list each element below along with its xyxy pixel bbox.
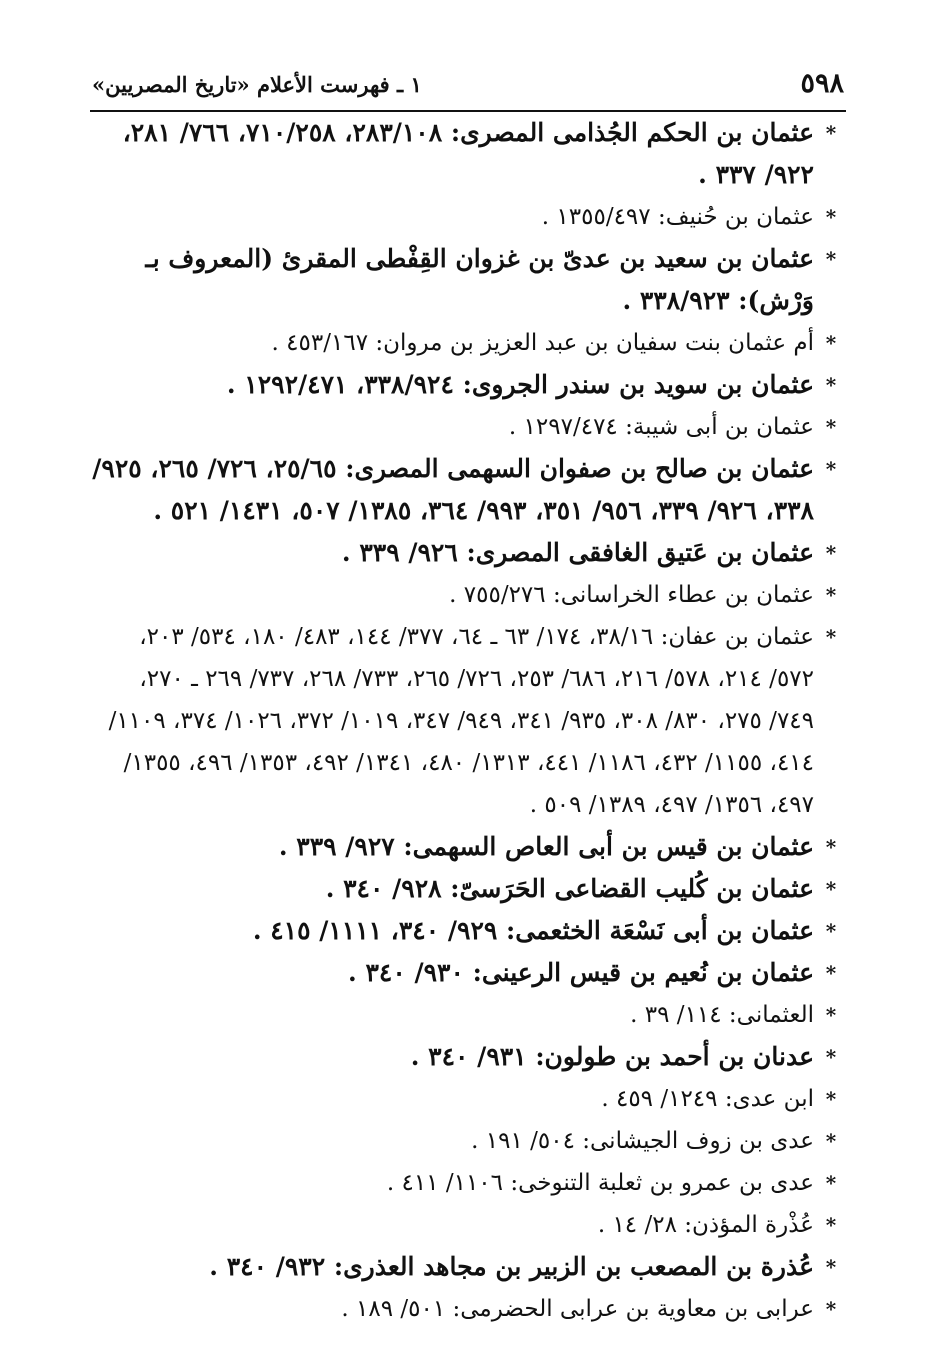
index-entry [92, 406, 844, 448]
bullet-asterisk: * [825, 1297, 837, 1321]
index-entry [92, 238, 844, 322]
bullet-asterisk: * [825, 457, 837, 481]
entry-text: عثمان بن عَتيق الغافقى المصرى: ٩٢٦/ ٣٣٩ . [341, 538, 814, 567]
index-entry [92, 574, 844, 616]
entry-text: عثمان بن نُعيم بن قيس الرعينى: ٩٣٠/ ٣٤٠ . [348, 958, 814, 987]
bullet-asterisk: * [825, 1213, 837, 1237]
index-entry [92, 1078, 844, 1120]
bullet-asterisk: * [825, 583, 837, 607]
entry-text: عثمان بن قيس بن أبى العاص السهمى: ٩٢٧/ ٣٣٩ . [278, 832, 814, 861]
entry-text: عدى بن عمرو بن ثعلبة التنوخى: ١١٠٦/ ٤١١ . [386, 1170, 814, 1196]
page-header [92, 66, 844, 106]
entry-text: عثمان بن أبى نَسْعَة الخثعمى: ٩٢٩/ ٣٤٠، ١١١١/ ٤١٥ . [252, 916, 814, 945]
index-entry [92, 1162, 844, 1204]
index-entry [92, 868, 844, 910]
entry-text: عدنان بن أحمد بن طولون: ٩٣١/ ٣٤٠ . [410, 1042, 814, 1071]
entry-text: عرابى بن معاوية بن عرابى الحضرمى: ٥٠١/ ١٨٩ . [341, 1296, 814, 1322]
entry-text: عدى بن زوف الجيشانى: ٥٠٤/ ١٩١ . [471, 1128, 814, 1154]
entry-text: عثمان بن سعيد بن عدىّ بن غزوان القِفْطى المقرئ (المعروف بـ وَرْش): ٣٣٨/٩٢٣ . [145, 244, 814, 315]
entry-text: عثمان بن الحكم الجُذامى المصرى: ٢٨٣/١٠٨، ٧١٠/٢٥٨، ٧٦٦/ ٢٨١، ٩٢٢/ ٣٣٧ . [122, 118, 814, 189]
entry-text: ابن عدى: ١٢٤٩/ ٤٥٩ . [601, 1086, 814, 1112]
entry-text: عثمان بن أبى شيبة: ١٢٩٧/٤٧٤ . [508, 414, 814, 440]
entry-text: عُذرة بن المصعب بن الزبير بن مجاهد العذرى: ٩٣٢/ ٣٤٠ . [209, 1252, 814, 1281]
entry-text: أم عثمان بنت سفيان بن عبد العزيز بن مروان: ٤٥٣/١٦٧ . [271, 330, 814, 356]
bullet-asterisk: * [825, 331, 837, 355]
entry-text: عُذْرة المؤذن: ٢٨/ ١٤ . [597, 1212, 814, 1238]
bullet-asterisk: * [825, 1255, 837, 1279]
entry-text: عثمان بن صالح بن صفوان السهمى المصرى: ٢٥/٦٥، ٧٢٦/ ٢٦٥، ٩٢٥/ ٣٣٨، ٩٢٦/ ٣٣٩، ٩٥٦/ ٣٥١، ٩٩٣/ ٣٦٤، ١٣٨٥/ ٥٠٧، ١٤٣١/ ٥٢١ . [92, 454, 814, 525]
index-entry [92, 1036, 844, 1078]
entry-text: عثمان بن كُليب القضاعى الحَرَسىّ: ٩٢٨/ ٣٤٠ . [325, 874, 814, 903]
bullet-asterisk: * [825, 1087, 837, 1111]
index-entry [92, 826, 844, 868]
bullet-asterisk: * [825, 835, 837, 859]
index-entry [92, 994, 844, 1036]
index-entry [92, 112, 844, 196]
bullet-asterisk: * [825, 1129, 837, 1153]
index-entry [92, 1288, 844, 1330]
running-title: ١ ـ فهرست الأعلام «تاريخ المصريين» [92, 72, 422, 97]
bullet-asterisk: * [825, 247, 837, 271]
entry-text: عثمان بن عطاء الخراسانى: ٧٥٥/٢٧٦ . [449, 582, 814, 608]
index-entry [92, 1246, 844, 1288]
index-entry [92, 196, 844, 238]
bullet-asterisk: * [825, 877, 837, 901]
bullet-asterisk: * [825, 919, 837, 943]
bullet-asterisk: * [825, 415, 837, 439]
entry-text: عثمان بن سويد بن سندر الجروى: ٣٣٨/٩٢٤، ١٢٩٢/٤٧١ . [226, 370, 814, 399]
index-entry [92, 364, 844, 406]
bullet-asterisk: * [825, 121, 837, 145]
bullet-asterisk: * [825, 625, 837, 649]
bullet-asterisk: * [825, 205, 837, 229]
bullet-asterisk: * [825, 373, 837, 397]
page-number: ٥٩٨ [800, 68, 844, 99]
entry-text: العثمانى: ١١٤/ ٣٩ . [630, 1002, 814, 1028]
index-entry [92, 910, 844, 952]
bullet-asterisk: * [825, 1045, 837, 1069]
index-entry [92, 1204, 844, 1246]
entry-text: عثمان بن حُنيف: ١٣٥٥/٤٩٧ . [541, 204, 814, 230]
entry-text: عثمان بن عفان: ٣٨/١٦، ١٧٤/ ٦٣ ـ ٦٤، ٣٧٧/ ١٤٤، ٤٨٣/ ١٨٠، ٥٣٤/ ٢٠٣، ٥٧٢/ ٢١٤، ٥٧٨/ ٢١٦، ٦٨٦/ ٢٥٣، ٧٢٦/ ٢٦٥، ٧٣٣/ ٢٦٨، ٧٣٧/ ٢٦٩ ـ ٢٧٠، ٧٤٩/ ٢٧٥، ٨٣٠/ ٣٠٨، ٩٣٥/ ٣٤١، ٩٤٩/ ٣٤٧، ١٠١٩/ ٣٧٢، ١٠٢٦/ ٣٧٤، ١١٠٩/ ٤١٤، ١١٥٥/ ٤٣٢، ١١٨٦/ ٤٤١، ١٣١٣/ ٤٨٠، ١٣٤١/ ٤٩٢، ١٣٥٣/ ٤٩٦، ١٣٥٥/ ٤٩٧، ١٣٥٦/ ٤٩٧، ١٣٨٩/ ٥٠٩ . [108, 624, 814, 818]
index-entry [92, 616, 844, 826]
index-entry [92, 1120, 844, 1162]
index-entry [92, 532, 844, 574]
index-entry [92, 952, 844, 994]
index-entry [92, 322, 844, 364]
index-entry [92, 448, 844, 532]
bullet-asterisk: * [825, 1003, 837, 1027]
bullet-asterisk: * [825, 541, 837, 565]
bullet-asterisk: * [825, 961, 837, 985]
index-entries-list [92, 112, 844, 1330]
bullet-asterisk: * [825, 1171, 837, 1195]
